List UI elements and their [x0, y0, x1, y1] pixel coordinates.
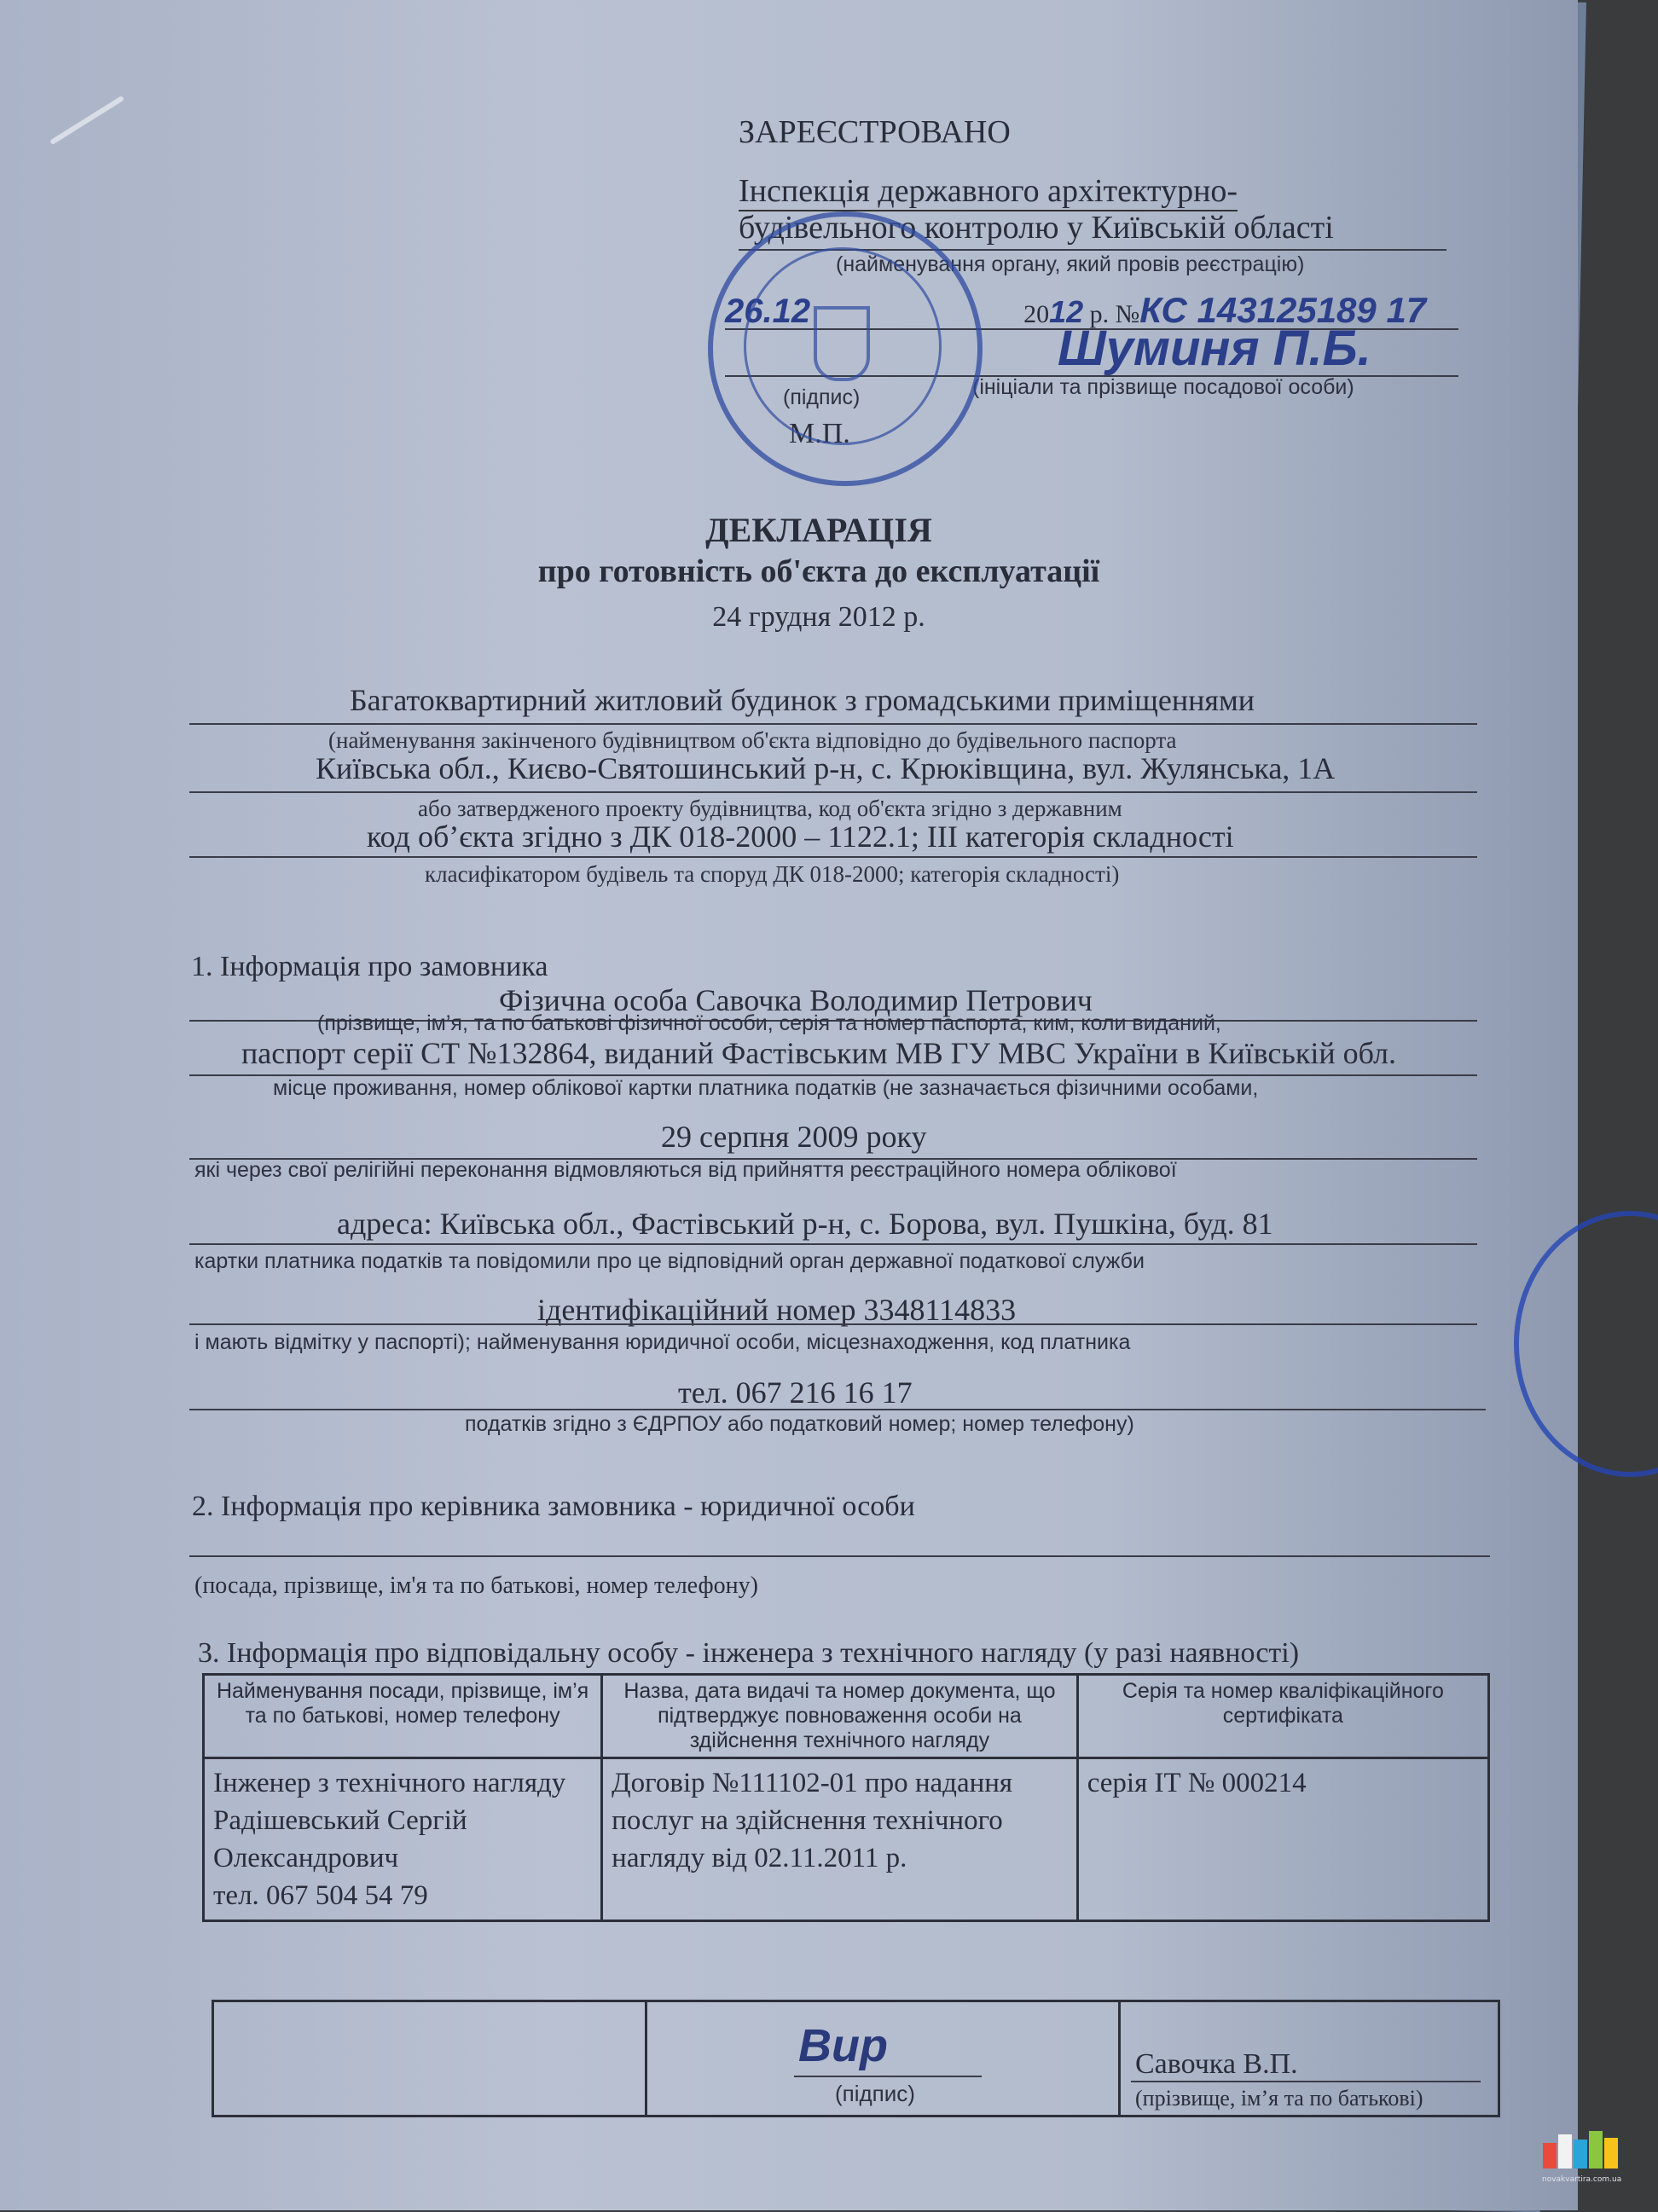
sign-caption-top: (підпис) — [783, 385, 861, 409]
customer-residence: адреса: Київська обл., Фастівський р-н, с. Борова, вул. Пушкіна, буд. 81 — [337, 1207, 1273, 1241]
registrar-signature: Шуминя П.Б. — [1058, 321, 1371, 376]
col-header-document: Назва, дата видачі та номер документа, що підтверджує повноваження особи на здійснення технічного нагляду — [602, 1675, 1078, 1758]
customer-phone: тел. 067 216 16 17 — [678, 1375, 913, 1410]
watermark-site: novakvartira.com.ua — [1542, 2175, 1622, 2184]
customer-caption1: (прізвище, ім’я, та по батькові фізичної особи, серія та номер паспорта, ким, коли виданий, — [317, 1011, 1221, 1035]
doc-subtitle: про готовність об'єкта до експлуатації — [537, 553, 1100, 589]
initials-caption: (ініціали та прізвище посадової особи) — [972, 375, 1354, 399]
object-name: Багатоквартирний житловий будинок з громадськими приміщеннями — [350, 683, 1255, 717]
object-caption1: (найменування закінченого будівництвом об'єкта відповідно до будівельного паспорта — [328, 727, 1177, 753]
person-line4: тел. 067 504 54 79 — [213, 1880, 428, 1911]
customer-name: Фізична особа Савочка Володимир Петрович — [499, 983, 1093, 1017]
reg-date-prefix: 20 — [1023, 300, 1050, 328]
customer-tax-id: ідентифікаційний номер 3348114833 — [537, 1293, 1017, 1327]
customer-caption6: податків згідно з ЄДРПОУ або податковий номер; номер телефону) — [465, 1412, 1134, 1436]
cell-person — [204, 1758, 602, 1921]
object-caption3: класифікатором будівель та споруд ДК 018-2000; категорія складності) — [425, 861, 1120, 887]
reg-day-hand: 26.12 — [725, 292, 811, 330]
reg-date-suffix: р. № — [1083, 300, 1140, 328]
customer-issue-date: 29 серпня 2009 року — [661, 1120, 927, 1154]
signer-caption: (прізвище, ім’я та по батькові) — [1135, 2086, 1423, 2111]
customer-signature: Вир — [798, 2020, 888, 2071]
doc-title: ДЕКЛАРАЦІЯ — [705, 511, 932, 549]
person-line2: Радішевський Сергій — [213, 1805, 467, 1836]
reg-year-hand: 12 — [1049, 294, 1084, 329]
signer-name: Савочка В.П. — [1135, 2048, 1298, 2080]
customer-caption2: місце проживання, номер облікової картки платника податків (не зазначається фізичними особами, — [273, 1076, 1259, 1100]
col-header-person: Найменування посади, прізвище, ім’я та по батькові, номер телефону — [204, 1675, 602, 1758]
authority-line1: Інспекція державного архітектурно- — [739, 172, 1238, 211]
staple-mark — [49, 96, 125, 145]
section2-heading: 2. Інформація про керівника замовника - юридичної особи — [192, 1491, 915, 1522]
reg-number-hand: КС 143125189 17 — [1139, 290, 1427, 330]
section2-caption: (посада, прізвище, ім'я та по батькові, номер телефону) — [194, 1572, 758, 1599]
object-caption2: або затвердженого проекту будівництва, код об'єкта згідно з державним — [418, 796, 1122, 821]
customer-passport: паспорт серії СТ №132864, виданий Фастівським МВ ГУ МВС України в Київській обл. — [241, 1036, 1396, 1070]
doc-date: 24 грудня 2012 р. — [712, 601, 925, 633]
signature-caption: (підпис) — [835, 2081, 915, 2106]
tech-supervisor-table — [202, 1673, 1490, 1922]
authority-line2: будівельного контролю у Київській області — [739, 210, 1334, 246]
watermark-logo — [1542, 2130, 1643, 2185]
section3-heading: 3. Інформація про відповідальну особу - інженера з технічного нагляду (у разі наявності) — [198, 1637, 1300, 1669]
watermark-blocks — [1542, 2130, 1643, 2174]
table-row — [204, 1758, 1489, 1921]
cell-document: Договір №111102-01 про надання послуг на здійснення технічного нагляду від 02.11.2011 р. — [602, 1758, 1078, 1921]
col-header-certificate: Серія та номер кваліфікаційного сертифіката — [1077, 1675, 1488, 1758]
customer-caption4: картки платника податків та повідомили про це відповідний орган державної податкової служби — [194, 1249, 1145, 1273]
cell-certificate: серія ІТ № 000214 — [1077, 1758, 1488, 1921]
registration-heading: ЗАРЕЄСТРОВАНО — [739, 114, 1011, 150]
customer-caption5: і мають відмітку у паспорті); найменування юридичної особи, місцезнаходження, код платника — [194, 1330, 1131, 1354]
customer-caption3: які через свої релігійні переконання відмовляються від прийняття реєстраційного номера облікової — [194, 1158, 1177, 1182]
person-line3: Олександрович — [213, 1843, 399, 1873]
person-line1: Інженер з технічного нагляду — [213, 1768, 566, 1798]
object-code: код об’єкта згідно з ДК 018-2000 – 1122.1; ІІІ категорія складності — [367, 819, 1234, 854]
table-header-row — [204, 1675, 1489, 1758]
seal-label: М.П. — [789, 418, 850, 449]
section1-heading: 1. Інформація про замовника — [191, 951, 548, 982]
authority-caption: (найменування органу, який провів реєстрацію) — [836, 252, 1305, 276]
object-address: Київська обл., Києво-Святошинський р-н, с. Крюківщина, вул. Жулянська, 1А — [316, 751, 1336, 785]
signature-block — [212, 2000, 1500, 2117]
coat-of-arms-icon — [814, 306, 870, 381]
registration-stamp — [708, 211, 983, 486]
